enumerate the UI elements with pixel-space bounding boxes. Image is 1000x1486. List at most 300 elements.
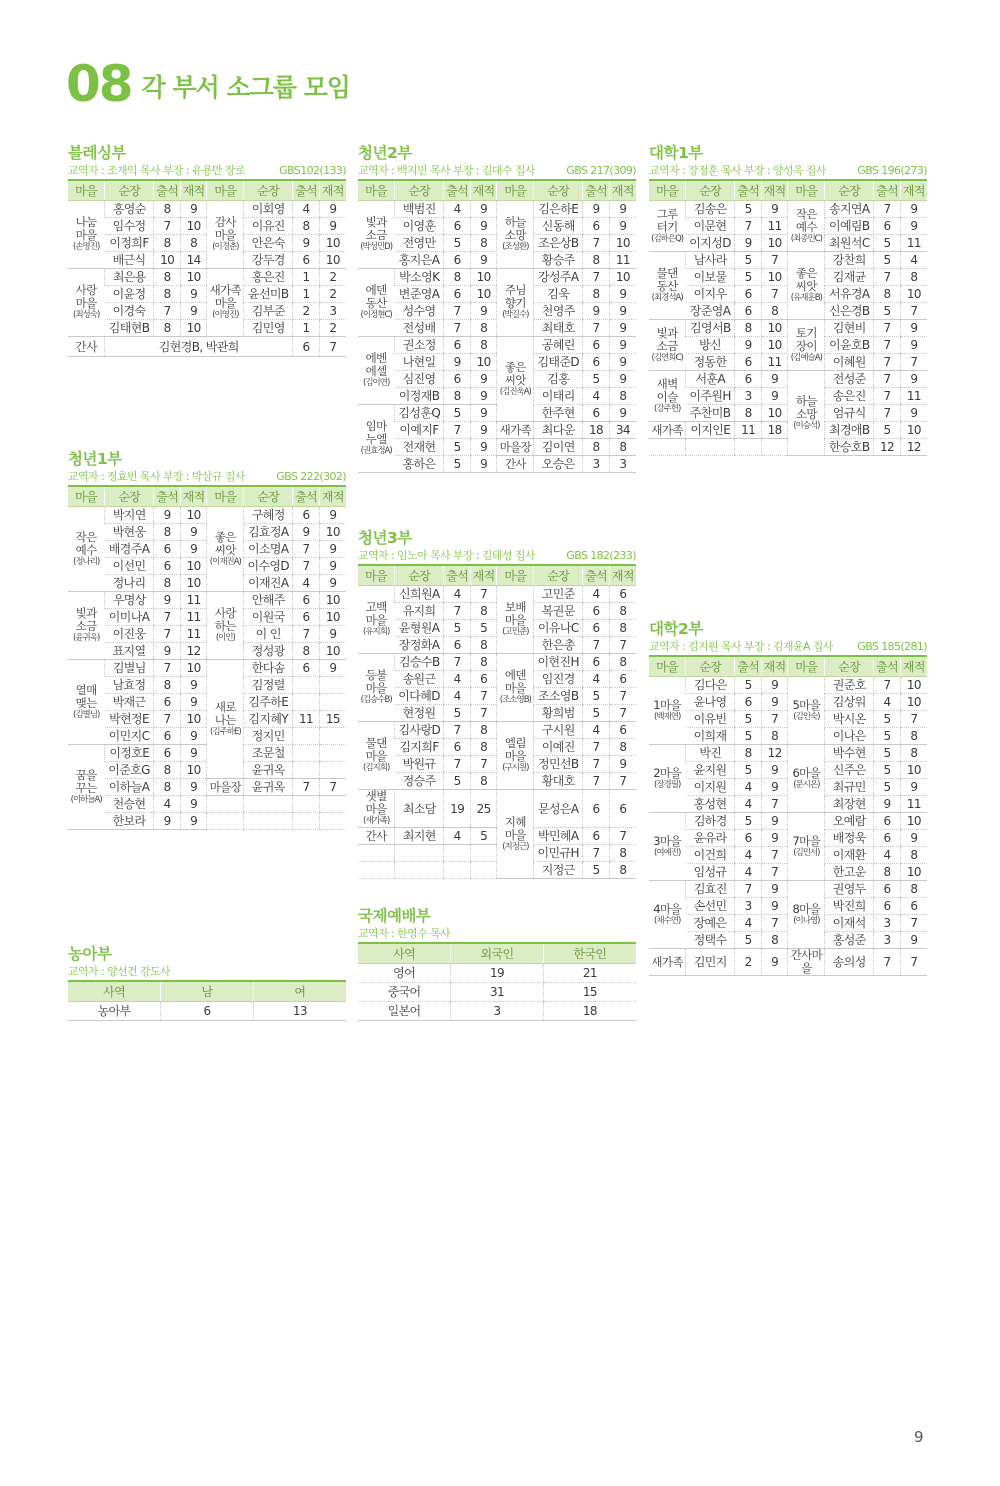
enrolled-count: 10 xyxy=(319,235,346,252)
village-leader: (김별님) xyxy=(73,709,100,720)
leader-name: 안해주 xyxy=(244,592,293,609)
attend-count: 4 xyxy=(293,201,320,218)
col-header: 마을 xyxy=(649,181,686,201)
enrolled-count: 9 xyxy=(319,626,346,643)
leader-name: 이원국 xyxy=(244,609,293,626)
enrolled-count: 10 xyxy=(900,694,927,711)
table-row xyxy=(649,813,927,830)
gbs-count: GBS 217(309) xyxy=(566,164,636,177)
enrolled-count: 9 xyxy=(319,558,346,575)
village-cell: 5마을 (김인숙) xyxy=(788,677,825,745)
enrolled-count: 10 xyxy=(900,677,927,694)
leader-name: 김태현B xyxy=(105,320,154,337)
leader-name: 전성배 xyxy=(395,320,444,337)
header-row xyxy=(649,181,927,201)
attend-count: 9 xyxy=(583,201,610,218)
col-header: 순장 xyxy=(244,181,293,201)
attend-count: 6 xyxy=(154,728,181,745)
attend-count: 8 xyxy=(583,286,610,303)
enrolled-count: 8 xyxy=(470,320,497,337)
leader-name: 홍영순 xyxy=(105,201,154,218)
attend-count: 6 xyxy=(293,609,320,626)
leader-name: 황대호 xyxy=(534,773,583,790)
empty-cell xyxy=(395,845,444,862)
attend-count xyxy=(293,694,320,711)
leader-name: 김부준 xyxy=(244,303,293,320)
village-leader: (이경춘) xyxy=(212,242,239,252)
enrolled-count: 2 xyxy=(319,320,346,337)
village-cell: 새로 나는 (김주하E) xyxy=(207,660,244,779)
attend-count: 7 xyxy=(444,722,471,739)
leader-name: 최경애B xyxy=(825,422,874,439)
col-header: 재적 xyxy=(609,566,636,586)
leader-name: 고민준 xyxy=(534,586,583,603)
enrolled-count: 9 xyxy=(761,830,788,847)
attend-count: 6 xyxy=(444,337,471,354)
village-leader: (이재진A) xyxy=(209,556,241,567)
count-cell: 21 xyxy=(543,964,636,983)
attend-count: 7 xyxy=(154,609,181,626)
attend-count: 4 xyxy=(583,388,610,405)
enrolled-count: 9 xyxy=(609,337,636,354)
enrolled-count: 8 xyxy=(900,728,927,745)
attend-count: 6 xyxy=(735,371,762,388)
leader-name: 권소정 xyxy=(395,337,444,354)
leader-name: 김주하E xyxy=(244,694,293,711)
leader-name: 이재진A xyxy=(244,575,293,592)
enrolled-count: 8 xyxy=(609,862,636,879)
enrolled-count: 9 xyxy=(180,779,207,796)
enrolled-count: 7 xyxy=(319,337,346,357)
enrolled-count: 9 xyxy=(319,201,346,218)
village-cell: 빛과 소금 (박성민D) xyxy=(358,201,395,269)
col-header: 마을 xyxy=(207,181,244,201)
leader-name: 김민지 xyxy=(686,949,735,976)
table-row xyxy=(358,586,636,603)
gbs-count: GBS 222(302) xyxy=(276,470,346,483)
col-header: 순장 xyxy=(534,181,583,201)
leader-name: 이희재 xyxy=(686,728,735,745)
table-row xyxy=(358,269,636,286)
enrolled-count: 9 xyxy=(470,439,497,456)
village-leader: (정나리) xyxy=(73,556,100,567)
attend-count: 7 xyxy=(583,756,610,773)
enrolled-count: 9 xyxy=(470,371,497,388)
attend-count: 5 xyxy=(444,705,471,722)
section-title: 국제예배부 xyxy=(358,907,431,925)
attend-count: 9 xyxy=(154,507,181,524)
attend-count: 5 xyxy=(735,677,762,694)
enrolled-count: 9 xyxy=(761,371,788,388)
leader-name: 오예람 xyxy=(825,813,874,830)
attend-count: 5 xyxy=(874,745,901,762)
header-row xyxy=(358,181,636,201)
leader-name: 전영만 xyxy=(395,235,444,252)
village-cell: 새벽 이슬 (강주헌) xyxy=(649,371,686,422)
staff-line xyxy=(358,548,636,566)
attend-count: 8 xyxy=(874,286,901,303)
leader-name: 문성은A xyxy=(534,790,583,828)
enrolled-count: 8 xyxy=(470,603,497,620)
table-row xyxy=(68,269,346,286)
attend-count: 6 xyxy=(444,252,471,269)
village-leader: (백재연) xyxy=(654,711,681,722)
enrolled-count: 8 xyxy=(900,269,927,286)
enrolled-count: 10 xyxy=(319,592,346,609)
col-header: 재적 xyxy=(761,181,788,201)
village-leader: (김지희) xyxy=(363,763,390,773)
attend-count: 11 xyxy=(735,422,762,439)
leader-name: 박민혜A xyxy=(534,828,583,845)
enrolled-count: 10 xyxy=(470,286,497,303)
attend-count: 6 xyxy=(293,337,320,357)
attend-count: 19 xyxy=(444,790,471,828)
attend-count: 6 xyxy=(293,660,320,677)
leader-name: 권준호 xyxy=(825,677,874,694)
leader-name: 홍성준 xyxy=(825,932,874,949)
table-row xyxy=(358,201,636,218)
leader-name: 홍성현 xyxy=(686,796,735,813)
leader-name: 구시원 xyxy=(534,722,583,739)
enrolled-count: 7 xyxy=(609,828,636,845)
attend-count: 4 xyxy=(444,201,471,218)
enrolled-count: 9 xyxy=(470,422,497,439)
attend-count: 11 xyxy=(293,711,320,728)
leader-name: 백범진 xyxy=(395,201,444,218)
staff-line xyxy=(649,639,927,657)
attend-count: 7 xyxy=(874,337,901,354)
enrolled-count: 7 xyxy=(761,711,788,728)
enrolled-count: 8 xyxy=(470,337,497,354)
enrolled-count: 11 xyxy=(180,626,207,643)
enrolled-count: 18 xyxy=(761,422,788,439)
leader-name: 윤귀옥 xyxy=(244,779,293,796)
attend-count: 8 xyxy=(293,643,320,660)
table-row xyxy=(358,983,636,1002)
group-table xyxy=(68,181,346,357)
leader-name: 장예은 xyxy=(686,915,735,932)
leader-name: 배경주A xyxy=(105,541,154,558)
leader-name: 심진영 xyxy=(395,371,444,388)
village-leader: (최종민C) xyxy=(790,233,822,244)
enrolled-count: 9 xyxy=(761,694,788,711)
empty-cell xyxy=(649,439,686,456)
leader-name: 정택수 xyxy=(686,932,735,949)
col-header: 마을 xyxy=(497,181,534,201)
enrolled-count: 9 xyxy=(180,286,207,303)
leader-name: 김태준D xyxy=(534,354,583,371)
attend-count: 9 xyxy=(874,796,901,813)
leader-name: 이하늘A xyxy=(105,779,154,796)
village-cell: 2마을 (장경필) xyxy=(649,745,686,813)
leader-name: 최지현 xyxy=(395,828,444,845)
enrolled-count: 6 xyxy=(609,586,636,603)
leader-name: 이보물 xyxy=(686,269,735,286)
village-leader: (김주하E) xyxy=(210,726,241,737)
header-row xyxy=(358,566,636,586)
attend-count: 6 xyxy=(293,592,320,609)
staff-line xyxy=(68,163,346,181)
leader-name: 최소담 xyxy=(395,790,444,828)
enrolled-count: 5 xyxy=(470,828,497,845)
table-row xyxy=(649,881,927,898)
leader-name: 박재근 xyxy=(105,694,154,711)
attend-count: 9 xyxy=(735,235,762,252)
enrolled-count: 9 xyxy=(180,677,207,694)
attend-count: 8 xyxy=(154,235,181,252)
enrolled-count: 9 xyxy=(609,320,636,337)
village-leader: (문시온) xyxy=(793,779,820,790)
enrolled-count: 11 xyxy=(900,796,927,813)
leader-name: 복권문 xyxy=(534,603,583,620)
attend-count: 6 xyxy=(293,507,320,524)
attend-count: 5 xyxy=(735,932,762,949)
ministry-name: 중국어 xyxy=(358,983,451,1002)
enrolled-count: 10 xyxy=(900,762,927,779)
leader-name: 이 인 xyxy=(244,626,293,643)
leader-name: 김이연 xyxy=(534,439,583,456)
attend-count: 7 xyxy=(583,739,610,756)
enrolled-count: 7 xyxy=(470,586,497,603)
attend-count: 7 xyxy=(874,354,901,371)
enrolled-count: 8 xyxy=(470,773,497,790)
attend-count: 7 xyxy=(154,218,181,235)
village-cell: 새가족 xyxy=(497,422,534,439)
leader-name: 송지연A xyxy=(825,201,874,218)
attend-count: 6 xyxy=(735,286,762,303)
enrolled-count: 7 xyxy=(319,779,346,796)
empty-cell xyxy=(444,845,471,862)
col-header: 순장 xyxy=(825,657,874,677)
enrolled-count: 9 xyxy=(470,388,497,405)
enrolled-count: 6 xyxy=(470,671,497,688)
table-row xyxy=(358,790,636,828)
enrolled-count: 6 xyxy=(900,898,927,915)
leader-name: 박소영K xyxy=(395,269,444,286)
leader-name: 이주원H xyxy=(686,388,735,405)
leader-name: 이정호E xyxy=(105,745,154,762)
empty-cell xyxy=(358,845,395,862)
leader-name: 조은상B xyxy=(534,235,583,252)
attend-count: 7 xyxy=(583,320,610,337)
attend-count: 6 xyxy=(583,405,610,422)
col-header: 순장 xyxy=(686,657,735,677)
ministry-name: 일본어 xyxy=(358,1002,451,1021)
staff-line xyxy=(68,469,346,487)
enrolled-count: 8 xyxy=(761,303,788,320)
leader-name: 전성준 xyxy=(825,371,874,388)
table-row xyxy=(649,745,927,762)
enrolled-count: 9 xyxy=(900,405,927,422)
village-cell: 8마을 (이나영) xyxy=(788,881,825,949)
village-leader: (김예슬A) xyxy=(790,352,822,363)
leader-name: 공혜린 xyxy=(534,337,583,354)
enrolled-count: 10 xyxy=(180,660,207,677)
leader-name: 이진웅 xyxy=(105,626,154,643)
leader-name: 박시온 xyxy=(825,711,874,728)
enrolled-count: 9 xyxy=(609,405,636,422)
attend-count: 8 xyxy=(583,252,610,269)
attend-count: 6 xyxy=(874,813,901,830)
leader-name: 강성주A xyxy=(534,269,583,286)
attend-count: 2 xyxy=(293,303,320,320)
empty-cell xyxy=(686,439,735,456)
attend-count: 6 xyxy=(444,739,471,756)
enrolled-count: 15 xyxy=(319,711,346,728)
leader-name: 안은숙 xyxy=(244,235,293,252)
attend-count: 7 xyxy=(874,388,901,405)
leader-name: 이태리 xyxy=(534,388,583,405)
village-leader: (권효정A) xyxy=(360,446,392,456)
enrolled-count: 6 xyxy=(609,722,636,739)
attend-count: 8 xyxy=(154,762,181,779)
attend-count: 6 xyxy=(444,371,471,388)
village-cell: 마을장 xyxy=(497,439,534,456)
leader-name: 박수현 xyxy=(825,745,874,762)
enrolled-count: 9 xyxy=(900,371,927,388)
village-leader: (조소영B) xyxy=(499,695,531,705)
empty-cell xyxy=(470,845,497,862)
attend-count: 5 xyxy=(874,235,901,252)
attend-count: 5 xyxy=(735,813,762,830)
enrolled-count: 9 xyxy=(180,524,207,541)
attend-count: 1 xyxy=(293,269,320,286)
village-leader: (고민준) xyxy=(502,627,529,637)
leader-name: 송은진 xyxy=(825,388,874,405)
group-table xyxy=(68,487,346,830)
leader-name: 윤지원 xyxy=(686,762,735,779)
enrolled-count: 7 xyxy=(761,847,788,864)
enrolled-count: 9 xyxy=(319,218,346,235)
page-number: 9 xyxy=(914,1428,924,1446)
attend-count: 5 xyxy=(583,371,610,388)
enrolled-count: 9 xyxy=(761,881,788,898)
leader-name: 김별님 xyxy=(105,660,154,677)
attend-count: 6 xyxy=(154,694,181,711)
section-title: 청년3부 xyxy=(358,529,412,547)
leader-name: 윤형원A xyxy=(395,620,444,637)
village-leader: (조성환) xyxy=(502,242,529,252)
attend-count: 6 xyxy=(444,637,471,654)
col-header: 재적 xyxy=(319,181,346,201)
col-header: 마을 xyxy=(207,487,244,507)
leader-name: 이나은 xyxy=(825,728,874,745)
enrolled-count: 9 xyxy=(761,898,788,915)
leader-name: 김승수B xyxy=(395,654,444,671)
enrolled-count: 34 xyxy=(609,422,636,439)
leader-name: 이문현 xyxy=(686,218,735,235)
village-cell: 좋은 씨앗 (유재훈B) xyxy=(788,252,825,320)
enrolled-count: 10 xyxy=(609,269,636,286)
enrolled-count: 9 xyxy=(319,660,346,677)
col-header: 출석 xyxy=(444,566,471,586)
section-youth3 xyxy=(358,528,636,879)
table-row xyxy=(68,201,346,218)
attend-count: 4 xyxy=(735,915,762,932)
attend-count: 7 xyxy=(293,626,320,643)
attend-count: 5 xyxy=(874,303,901,320)
count-cell: 31 xyxy=(451,983,544,1002)
enrolled-count: 10 xyxy=(319,252,346,269)
leader-name: 신은경B xyxy=(825,303,874,320)
attend-count: 5 xyxy=(444,456,471,473)
col-header: 순장 xyxy=(395,566,444,586)
attend-count: 5 xyxy=(874,422,901,439)
enrolled-count: 8 xyxy=(609,439,636,456)
village-cell: 물댄 마을 (김지희) xyxy=(358,722,395,790)
enrolled-count: 10 xyxy=(180,320,207,337)
enrolled-count: 9 xyxy=(609,303,636,320)
village-leader: (장경필) xyxy=(654,779,681,790)
enrolled-count: 9 xyxy=(609,756,636,773)
enrolled-count: 7 xyxy=(900,711,927,728)
attend-count: 5 xyxy=(735,252,762,269)
leader-name: 이다혜D xyxy=(395,688,444,705)
attend-count: 5 xyxy=(583,705,610,722)
attend-count: 3 xyxy=(735,388,762,405)
leader-name: 박현웅 xyxy=(105,524,154,541)
enrolled-count: 9 xyxy=(761,201,788,218)
leader-name: 신희원A xyxy=(395,586,444,603)
attend-count: 9 xyxy=(154,813,181,830)
leader-name: 이지우 xyxy=(686,286,735,303)
enrolled-count: 8 xyxy=(900,881,927,898)
attend-count: 7 xyxy=(735,881,762,898)
leader-name: 홍은진 xyxy=(244,269,293,286)
leader-name: 정성광 xyxy=(244,643,293,660)
village-cell: 간사 xyxy=(497,456,534,473)
attend-count: 6 xyxy=(583,790,610,828)
leader-name: 주찬미B xyxy=(686,405,735,422)
count-cell: 15 xyxy=(543,983,636,1002)
enrolled-count: 25 xyxy=(470,790,497,828)
leader-name: 김정렬 xyxy=(244,677,293,694)
col-header: 출석 xyxy=(583,181,610,201)
count-cell: 13 xyxy=(253,1002,346,1021)
page-header xyxy=(66,55,350,113)
empty-cell xyxy=(761,439,788,456)
attend-count: 5 xyxy=(735,201,762,218)
enrolled-count xyxy=(319,694,346,711)
attend-count: 8 xyxy=(154,524,181,541)
col-header: 출석 xyxy=(874,657,901,677)
attend-count: 7 xyxy=(874,269,901,286)
staff-line xyxy=(358,926,636,944)
attend-count: 7 xyxy=(874,949,901,976)
enrolled-count: 12 xyxy=(900,439,927,456)
leader-name: 권영두 xyxy=(825,881,874,898)
enrolled-count: 8 xyxy=(609,620,636,637)
leader-name: 홍하은 xyxy=(395,456,444,473)
enrolled-count: 10 xyxy=(900,286,927,303)
leader-name: 윤선미B xyxy=(244,286,293,303)
enrolled-count: 9 xyxy=(609,354,636,371)
col-header: 재적 xyxy=(609,181,636,201)
village-leader: (여예진) xyxy=(654,847,681,858)
attend-count: 7 xyxy=(444,654,471,671)
village-cell: 좋은 씨앗 (김진욱A) xyxy=(497,337,534,422)
empty-cell xyxy=(470,862,497,879)
attend-count: 5 xyxy=(444,405,471,422)
enrolled-count: 10 xyxy=(180,762,207,779)
attend-count: 6 xyxy=(293,252,320,269)
enrolled-count: 9 xyxy=(900,932,927,949)
attend-count: 8 xyxy=(735,320,762,337)
village-leader: (채수연) xyxy=(654,915,681,926)
enrolled-count: 10 xyxy=(761,269,788,286)
section-univ1 xyxy=(649,143,927,456)
attend-count: 12 xyxy=(874,439,901,456)
